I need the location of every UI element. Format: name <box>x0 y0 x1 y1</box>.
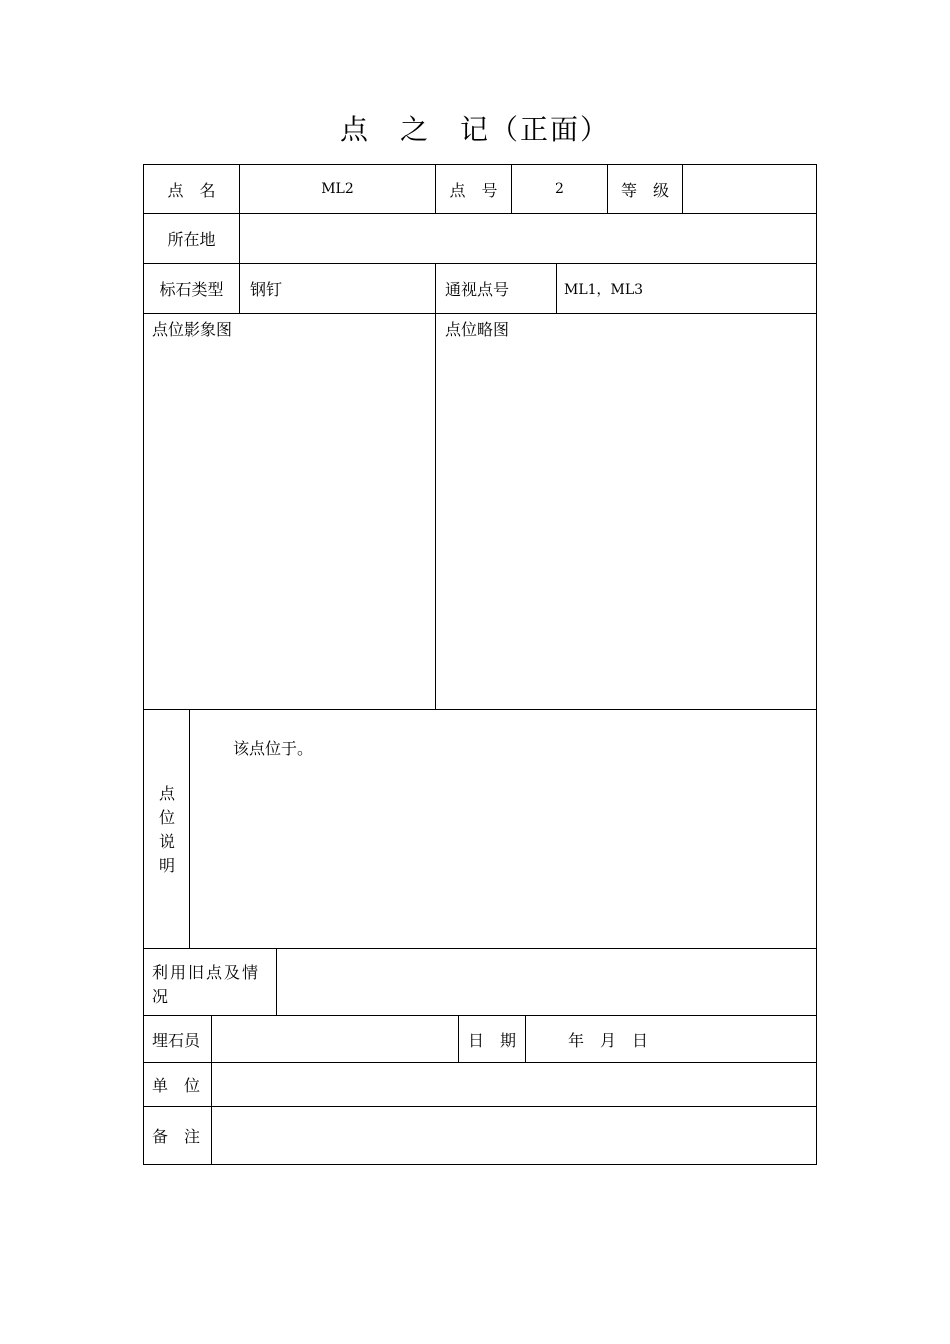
old-point-value[interactable] <box>286 949 806 1015</box>
unit-value[interactable] <box>220 1063 808 1106</box>
col-divider <box>239 213 240 264</box>
visible-points-label: 通视点号 <box>445 280 510 299</box>
description-text[interactable]: 该点位于。 <box>233 738 314 758</box>
remarks-label: 备 注 <box>152 1127 201 1146</box>
grade-value[interactable] <box>683 165 816 213</box>
row-divider <box>143 709 817 710</box>
sketch-label: 点位略图 <box>445 319 510 339</box>
visible-points-value[interactable]: ML1，ML3 <box>564 281 644 298</box>
point-name-label: 点 名 <box>167 180 216 200</box>
col-divider <box>239 263 240 314</box>
burier-label: 埋石员 <box>152 1030 201 1050</box>
row-divider <box>143 313 817 314</box>
unit-label: 单 位 <box>152 1076 201 1095</box>
point-name-value[interactable]: ML2 <box>321 181 354 197</box>
title-part-2: 之 <box>399 113 430 146</box>
photo-area[interactable] <box>144 340 435 709</box>
burier-value[interactable] <box>220 1016 450 1062</box>
table-border-bottom <box>143 1164 817 1165</box>
page-title <box>0 108 950 148</box>
title-part-3: 记（正面） <box>460 113 611 146</box>
col-divider <box>211 1062 212 1165</box>
date-label: 日 期 <box>467 1030 516 1050</box>
sketch-area[interactable] <box>436 340 816 709</box>
col-divider <box>211 1015 212 1063</box>
marker-type-label: 标石类型 <box>159 280 224 299</box>
point-number-label: 点 号 <box>449 180 498 200</box>
old-point-label-line1: 利用旧点及情 <box>152 962 261 982</box>
title-part-1: 点 <box>339 113 370 146</box>
marker-type-value[interactable]: 钢钉 <box>250 280 283 299</box>
col-divider <box>189 709 190 949</box>
col-divider <box>556 263 557 314</box>
date-value[interactable]: 年 月 日 <box>568 1030 649 1050</box>
remarks-value[interactable] <box>220 1107 808 1164</box>
col-divider <box>525 1015 526 1063</box>
location-label: 所在地 <box>167 230 216 249</box>
point-number-value[interactable]: 2 <box>555 181 564 197</box>
old-point-label-line2: 况 <box>152 986 169 1006</box>
col-divider <box>276 948 277 1016</box>
photo-label: 点位影象图 <box>152 319 233 339</box>
location-value[interactable] <box>248 214 808 263</box>
grade-label: 等 级 <box>620 180 669 200</box>
col-divider <box>435 263 436 314</box>
description-label: 点位说明 <box>158 784 175 875</box>
